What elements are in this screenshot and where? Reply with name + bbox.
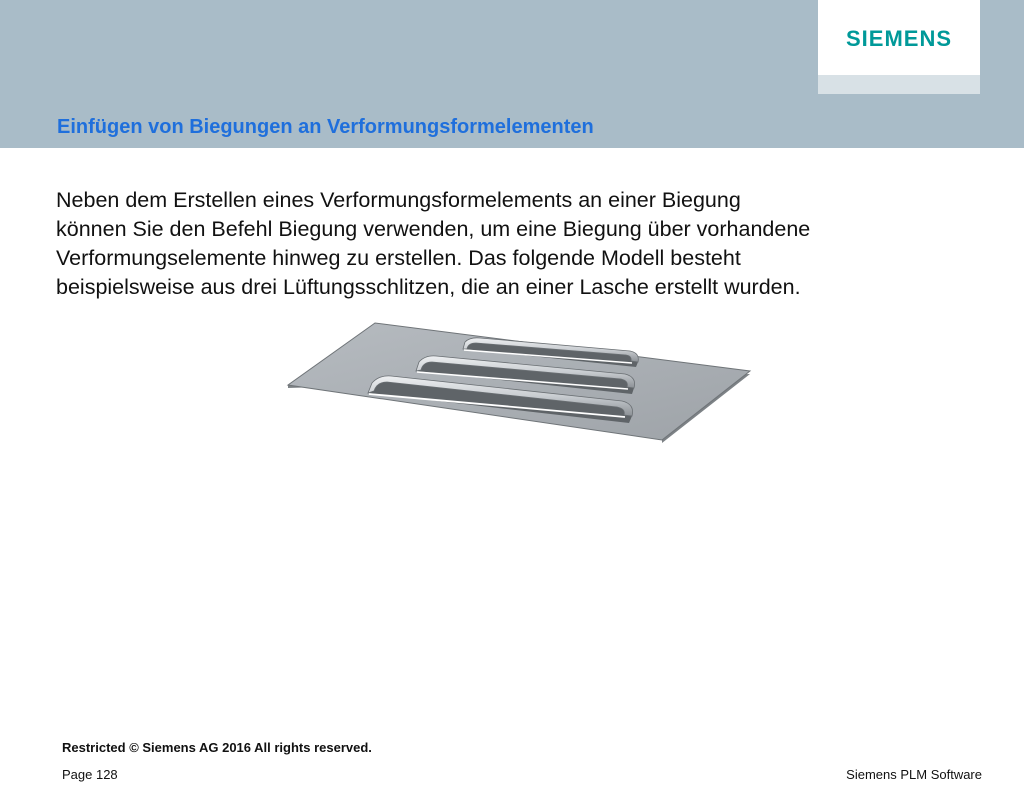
page-number: Page 128 (62, 767, 118, 782)
footer-copyright: Restricted © Siemens AG 2016 All rights reserved. (62, 740, 372, 755)
footer-company: Siemens PLM Software (846, 767, 982, 782)
siemens-logo (818, 0, 980, 75)
sheet-metal-model-icon (280, 315, 760, 455)
body-paragraph (56, 186, 976, 302)
logo-text: SIEMENS (845, 25, 953, 51)
body-line: Verformungselemente hinweg zu erstellen. Das folgende Modell besteht (56, 246, 741, 270)
logo-box-shadow (818, 75, 980, 94)
body-line: beispielsweise aus drei Lüftungsschlitzen, die an einer Lasche erstellt wurden. (56, 275, 801, 299)
body-line: Neben dem Erstellen eines Verformungsformelements an einer Biegung (56, 188, 741, 212)
body-line: können Sie den Befehl Biegung verwenden, um eine Biegung über vorhandene (56, 217, 811, 241)
slide-title: Einfügen von Biegungen an Verformungsformelementen (57, 116, 594, 138)
